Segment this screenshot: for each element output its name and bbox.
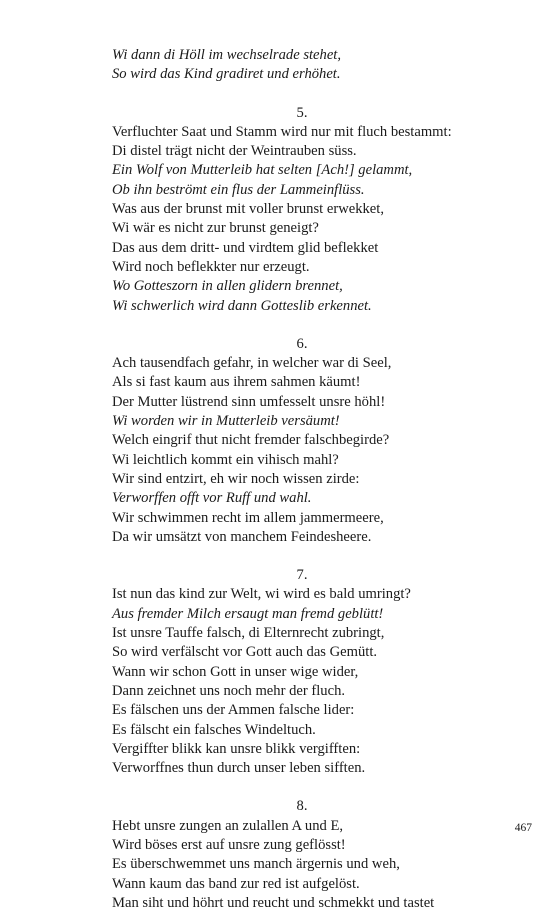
verse-line: Verfluchter Saat und Stamm wird nur mit fluch bestammt:: [112, 123, 452, 140]
verse-line: Wird noch beflekkter nur erzeugt.: [112, 258, 310, 275]
verse-line: Wi leichtlich kommt ein vihisch mahl?: [112, 451, 339, 468]
stanza-number: 5.: [296, 104, 308, 121]
stanza-number: 6.: [296, 335, 308, 352]
stanza: [112, 566, 492, 778]
verse-line: Ist unsre Tauffe falsch, di Elternrecht zubringt,: [112, 625, 385, 642]
verse-line: Vergiffter blikk kan unsre blikk vergifften:: [112, 740, 361, 757]
verse-line: Wann wir schon Gott in unser wige wider,: [112, 663, 359, 680]
verse-line: Aus fremder Milch ersaugt man fremd geblütt!: [112, 605, 384, 622]
verse-line: Wir sind entzirt, eh wir noch wissen zirde:: [112, 470, 360, 487]
verse-line: Wo Gotteszorn in allen glidern brennet,: [112, 278, 343, 295]
verse-line: Verworffen offt vor Ruff und wahl.: [112, 490, 312, 507]
stanza: [112, 46, 492, 85]
verse-line: Wi schwerlich wird dann Gotteslib erkennet.: [112, 297, 372, 314]
stanza: [112, 335, 492, 547]
verse-line: Es fälschen uns der Ammen falsche lider:: [112, 702, 355, 719]
verse-line: Wann kaum das band zur red ist aufgelöst.: [112, 875, 360, 892]
verse-line: Das aus dem dritt- und virdtem glid beflekket: [112, 239, 379, 256]
verse-line: So wird das Kind gradiret und erhöhet.: [112, 66, 341, 83]
verse-line: Wi worden wir in Mutterleib versäumt!: [112, 413, 340, 430]
verse-line: Ob ihn beströmt ein flus der Lammeinflüss.: [112, 181, 365, 198]
stanza-number: 8.: [296, 798, 308, 815]
verse-line: Da wir umsätzt von manchem Feindesheere.: [112, 528, 372, 545]
verse-line: Wird böses erst auf unsre zung geflösst!: [112, 836, 346, 853]
verse-line: Was aus der brunst mit voller brunst erwekket,: [112, 201, 384, 218]
verse-line: Wi dann di Höll im wechselrade stehet,: [112, 47, 342, 63]
poem-text: [112, 46, 492, 913]
verse-line: Welch eingrif thut nicht fremder falschbegirde?: [112, 432, 390, 449]
verse-line: Als si fast kaum aus ihrem sahmen käumt!: [112, 374, 361, 391]
verse-line: Ist nun das kind zur Welt, wi wird es bald umringt?: [112, 586, 411, 603]
stanza-number: 7.: [296, 567, 308, 584]
verse-line: Es überschwemmet uns manch ärgernis und weh,: [112, 856, 400, 873]
verse-line: Der Mutter lüstrend sinn umfesselt unsre höhl!: [112, 393, 386, 410]
verse-line: Hebt unsre zungen an zulallen A und E,: [112, 817, 344, 834]
verse-line: Wir schwimmen recht im allem jammermeere,: [112, 509, 384, 526]
verse-line: Man siht und höhrt und reucht und schmekkt und tastet: [112, 894, 435, 911]
verse-line: Di distel trägt nicht der Weintrauben süss.: [112, 143, 357, 160]
verse-line: Ach tausendfach gefahr, in welcher war di Seel,: [112, 355, 392, 372]
verse-line: Dann zeichnet uns noch mehr der fluch.: [112, 682, 346, 699]
stanza: [112, 104, 492, 316]
verse-line: Verworffnes thun durch unser leben sifften.: [112, 760, 366, 777]
stanza: [112, 797, 492, 913]
verse-line: So wird verfälscht vor Gott auch das Gemütt.: [112, 644, 378, 661]
verse-line: Wi wär es nicht zur brunst geneigt?: [112, 220, 319, 237]
verse-line: Es fälscht ein falsches Windeltuch.: [112, 721, 316, 738]
verse-line: Ein Wolf von Mutterleib hat selten [Ach!] gelammt,: [112, 162, 413, 179]
page-number: 467: [514, 822, 532, 834]
